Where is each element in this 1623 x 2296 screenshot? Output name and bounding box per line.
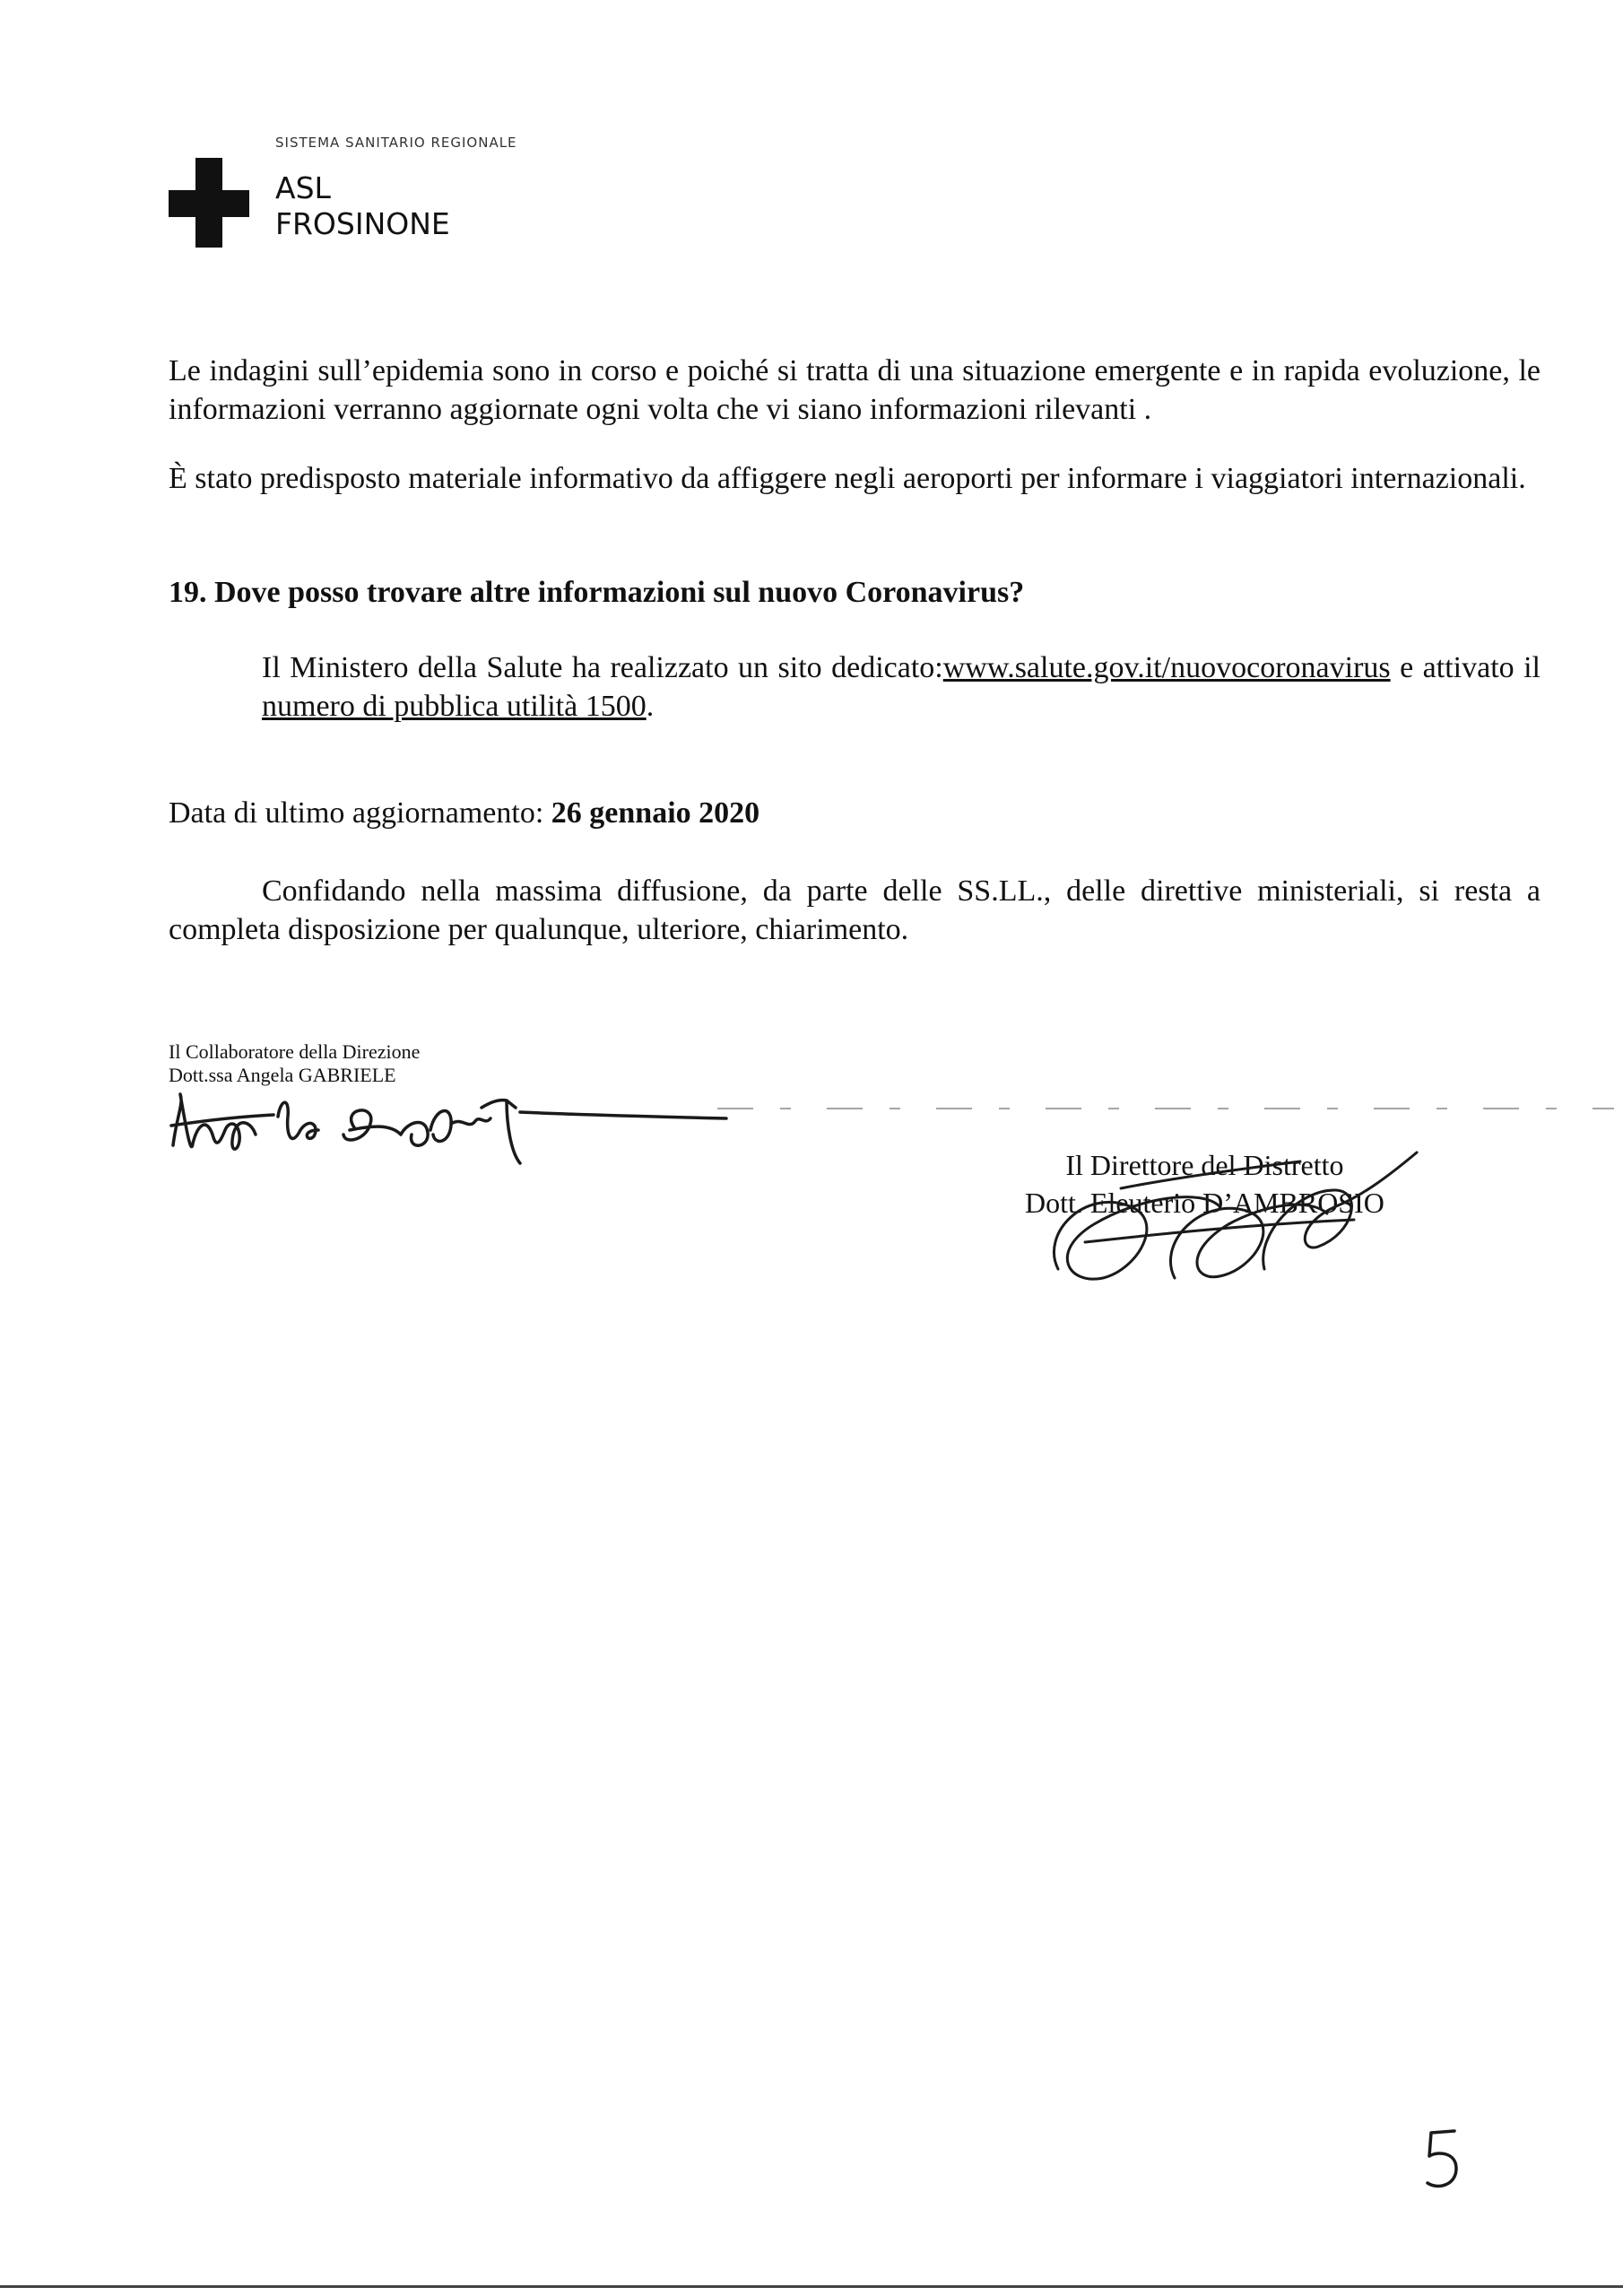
answer-mid: e attivato il xyxy=(1390,651,1541,684)
left-handwritten-signature xyxy=(166,1081,731,1184)
scan-bottom-edge xyxy=(0,2285,1623,2288)
logo-org-line2: FROSINONE xyxy=(275,206,450,241)
right-signatory-role: Il Direttore del Distretto xyxy=(1065,1149,1344,1181)
public-utility-number: numero di pubblica utilità 1500 xyxy=(262,690,647,723)
logo-tagline: SISTEMA SANITARIO REGIONALE xyxy=(275,135,517,151)
question-title: 19. Dove posso trovare altre informazioni sul nuovo Coronavirus? xyxy=(169,576,1025,609)
closing-paragraph: Confidando nella massima diffusione, da parte delle SS.LL., delle direttive ministeriali, si resta a completa disposizione per qualunque, ulteriore, chiarimento. xyxy=(169,874,1541,946)
paragraph-investigations: Le indagini sull’epidemia sono in corso e poiché si tratta di una situazione emergente e in rapida evoluzione, le informazioni verranno aggiornate ogni volta che vi siano informazioni rilevanti . xyxy=(169,354,1541,426)
left-signatory-role: Il Collaboratore della Direzione xyxy=(169,1040,421,1063)
left-signatory-name: Dott.ssa Angela GABRIELE xyxy=(169,1064,396,1086)
answer-suffix: . xyxy=(646,690,655,723)
page-number-handwritten xyxy=(1420,2126,1465,2197)
last-update-line xyxy=(169,796,759,831)
logo-org-name xyxy=(275,170,450,242)
answer-paragraph xyxy=(262,648,1541,726)
answer-prefix: Il Ministero della Salute ha realizzato un sito dedicato: xyxy=(262,651,943,684)
right-handwritten-signature xyxy=(1031,1135,1444,1296)
scan-dash-line xyxy=(717,1103,1614,1114)
logo-org-line1: ASL xyxy=(275,170,331,205)
right-signatory-name: Dott. Eleuterio D’AMBROSIO xyxy=(1025,1187,1384,1219)
paragraph-informative-material: È stato predisposto materiale informativo da affiggere negli aeroporti per informare i viaggiatori internazionali. xyxy=(169,462,1526,495)
cross-icon xyxy=(169,158,249,248)
page-number: 5 xyxy=(1443,2170,1444,2171)
salute-website-link[interactable]: www.salute.gov.it/nuovocoronavirus xyxy=(942,651,1391,684)
last-update-date: 26 gennaio 2020 xyxy=(551,796,760,830)
last-update-label: Data di ultimo aggiornamento: xyxy=(169,796,551,830)
